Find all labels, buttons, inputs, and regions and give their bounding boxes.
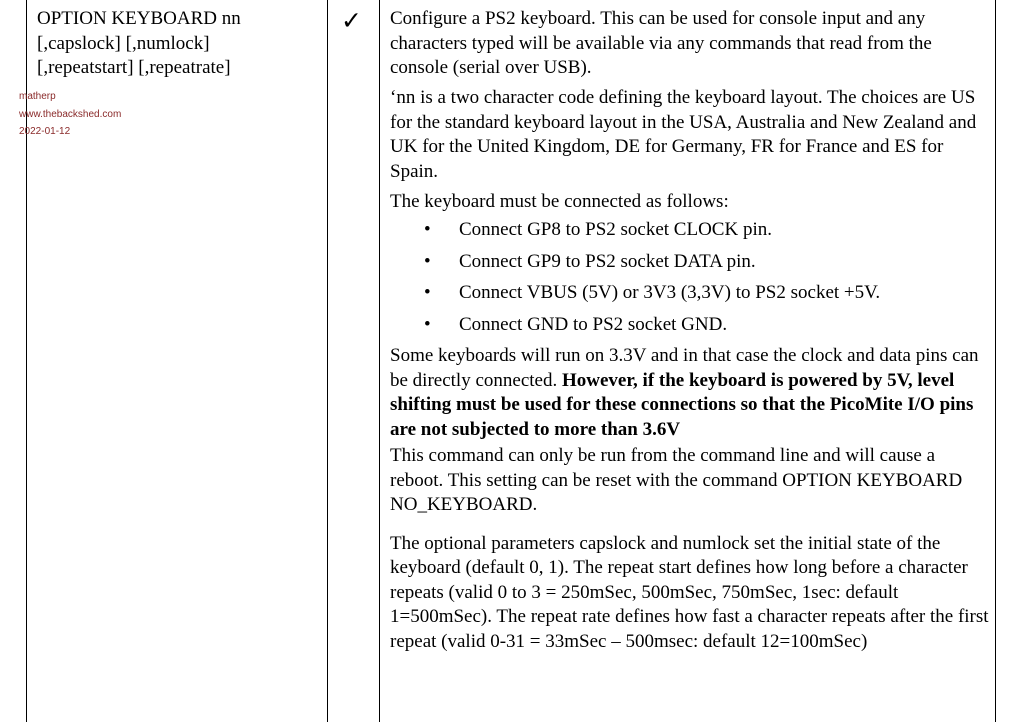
- description-connection-heading: The keyboard must be connected as follows:: [390, 190, 729, 212]
- bullet-icon: •: [424, 282, 431, 303]
- table-border-col2: [379, 0, 380, 722]
- description-voltage-warning: Some keyboards will run on 3.3V and in that case the clock and data pins can be directly connected. However, if the keyboard is powered by 5V, level shifting must be used for these connections so that the PicoMite I/O pins are not subjected to more than 3.6V: [390, 345, 979, 440]
- watermark: [19, 88, 121, 141]
- command-line-2: [,capslock] [,numlock]: [37, 32, 210, 54]
- command-cell: [37, 7, 327, 81]
- bullet-icon: •: [424, 313, 431, 335]
- connection-item-clock: • Connect GP8 to PS2 socket CLOCK pin.: [390, 214, 990, 246]
- connection-item-data: • Connect GP9 to PS2 socket DATA pin.: [390, 246, 990, 278]
- description-reboot-note: This command can only be run from the command line and will cause a reboot. This setting can be reset with the command OPTION KEYBOARD NO_KEYBOARD.: [390, 445, 963, 515]
- check-mark-icon: ✓: [341, 6, 362, 35]
- table-border-col1: [327, 0, 328, 722]
- watermark-date: 2022-01-12: [19, 126, 71, 137]
- bullet-icon: •: [424, 219, 431, 240]
- connection-list: [390, 214, 990, 340]
- description-intro: Configure a PS2 keyboard. This can be used for console input and any characters typed will be available via any commands that read from the console (serial over USB).: [390, 8, 932, 78]
- command-line-1: OPTION KEYBOARD nn: [37, 8, 241, 29]
- description-cell: [390, 7, 990, 654]
- connection-item-ground: • Connect GND to PS2 socket GND.: [390, 309, 990, 341]
- watermark-user: matherp: [19, 91, 56, 102]
- watermark-site: www.thebackshed.com: [19, 108, 122, 120]
- connection-item-power: • Connect VBUS (5V) or 3V3 (3,3V) to PS2 socket +5V.: [390, 277, 990, 309]
- table-border-right: [995, 0, 996, 722]
- bullet-icon: •: [424, 250, 431, 272]
- description-optional-params: The optional parameters capslock and numlock set the initial state of the keyboard (default 0, 1). The repeat start defines how long before a character repeats (valid 0 to 3 = 250mSec, 500mSec, 750mSec, 1sec: default 1=500mSec). The repeat rate defines how fast a character repeats after the first repeat (valid 0-31 = 33mSec – 500msec: default 12=100mSec): [390, 532, 989, 652]
- command-line-3: [,repeatstart] [,repeatrate]: [37, 57, 231, 78]
- description-layout-codes: ‘nn is a two character code defining the keyboard layout. The choices are US for the standard keyboard layout in the USA, Australia and New Zealand and UK for the United Kingdom, DE for Germany, FR for France and ES for Spain.: [390, 87, 977, 182]
- voltage-warning-bold: However, if the keyboard is powered by 5V, level shifting must be used for these connections so that the PicoMite I/O pins are not subjected to more than 3.6V: [390, 369, 974, 440]
